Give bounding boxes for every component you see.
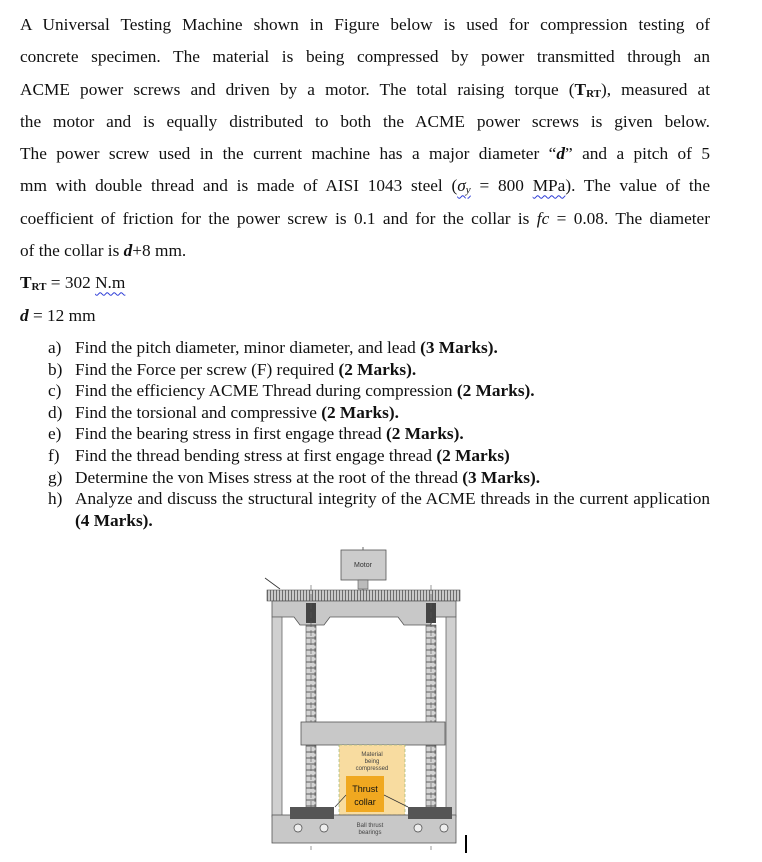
text-line [20, 74, 710, 106]
text: = 0.08. The diameter [549, 208, 710, 228]
problem-statement [20, 9, 710, 332]
text: = 800 [470, 176, 533, 196]
bearing-label: bearings [358, 830, 382, 836]
right-column [446, 617, 456, 817]
diameter-symbol: d [123, 241, 133, 261]
question-marks: (4 Marks). [75, 510, 153, 530]
material-label: compressed [355, 766, 389, 772]
list-marker: g) [48, 467, 63, 487]
question-marks: (2 Marks) [436, 445, 510, 465]
question-text: Find the bearing stress in first engage thread [75, 424, 386, 444]
text: concrete specimen. The material is being compressed by power transmitted through an [20, 47, 710, 67]
text: ). The value of the [565, 176, 710, 196]
text-line [20, 170, 710, 202]
torque-symbol: T [574, 79, 587, 99]
sigma-symbol: σ [457, 176, 466, 196]
text: ACME power screws and driven by a motor. The total raising torque ( [20, 79, 575, 99]
diameter-symbol: d [20, 305, 29, 325]
material-label: Material [361, 752, 383, 758]
text: the motor and is equally distributed to both the ACME power screws is given below. [20, 111, 710, 131]
text-line [20, 138, 710, 170]
list-item [48, 467, 710, 489]
unit-mpa: MPa [532, 176, 566, 196]
list-marker: e) [48, 424, 62, 444]
left-thrust-collar [290, 807, 334, 819]
ball-bearing [414, 824, 422, 832]
ball-bearing [294, 824, 302, 832]
list-item [48, 445, 710, 467]
question-marks: (2 Marks). [338, 359, 417, 379]
question-list [48, 337, 710, 531]
question-text: Find the Force per screw (F) required [75, 359, 339, 379]
universal-testing-machine-figure [260, 545, 465, 855]
diameter-symbol: d [556, 144, 565, 164]
text: The power screw used in the current machine has a major diameter “ [20, 144, 557, 164]
list-item [48, 423, 710, 445]
ball-bearing [320, 824, 328, 832]
given-torque [20, 267, 710, 299]
question-text: Find the pitch diameter, minor diameter, and lead [75, 338, 421, 357]
text: mm with double thread and is made of AISI 1043 steel ( [20, 176, 458, 196]
question-marks: (3 Marks). [420, 338, 498, 357]
torque-subscript: RT [586, 87, 601, 100]
question-marks: (2 Marks). [385, 424, 464, 444]
torque-symbol: T [20, 273, 32, 293]
list-marker: h) [48, 489, 63, 509]
torque-unit: N.m [95, 273, 126, 293]
text-line [20, 41, 710, 73]
left-column [272, 617, 282, 817]
list-marker: d) [48, 402, 63, 422]
torque-subscript: RT [31, 281, 47, 294]
question-text: Analyze and discuss the structural integrity of the ACME threads in the current application [75, 489, 710, 509]
list-item [48, 359, 710, 381]
torque-value: = 302 [46, 273, 96, 293]
list-item [48, 488, 710, 531]
text: coefficient of friction for the power screw is 0.1 and for the collar is [20, 208, 537, 228]
list-item [48, 380, 710, 402]
list-marker: c) [48, 381, 62, 401]
list-marker: b) [48, 359, 63, 379]
text-line [20, 9, 710, 41]
question-marks: (3 Marks). [462, 467, 541, 487]
sigma-subscript: y [465, 184, 471, 197]
list-item [48, 337, 710, 359]
text: ), measured at [600, 79, 710, 99]
text: +8 mm. [132, 241, 187, 261]
material-label: being [364, 759, 380, 765]
thrust-collar-label: Thrust [352, 784, 378, 794]
text: of the collar is [20, 241, 124, 261]
text-line [20, 235, 710, 267]
question-text: Find the efficiency ACME Thread during compression [75, 381, 457, 401]
question-text: Determine the von Mises stress at the root of the thread [75, 467, 463, 487]
thrust-collar-label: collar [354, 797, 376, 807]
text: ” and a pitch of 5 [564, 144, 710, 164]
fc-symbol: fc [536, 208, 550, 228]
question-marks: (2 Marks). [321, 402, 399, 422]
list-marker: f) [48, 445, 60, 465]
given-diameter [20, 300, 710, 332]
text-line [20, 106, 710, 138]
diameter-value: = 12 mm [28, 305, 96, 325]
question-marks: (2 Marks). [456, 381, 535, 401]
question-text: Find the torsional and compressive [75, 402, 322, 422]
bearing-label: Ball thrust [356, 823, 384, 829]
text-line [20, 203, 710, 235]
question-text: Find the thread bending stress at first engage thread [75, 445, 437, 465]
text-cursor [465, 835, 467, 853]
moving-platen [301, 722, 445, 745]
list-marker: a) [48, 338, 62, 357]
ball-bearing [440, 824, 448, 832]
text: A Universal Testing Machine shown in Figure below is used for compression testing of [20, 15, 710, 34]
pointer-arrow [265, 578, 280, 589]
motor-label: Motor [354, 562, 372, 569]
right-thrust-collar [408, 807, 452, 819]
list-item [48, 402, 710, 424]
